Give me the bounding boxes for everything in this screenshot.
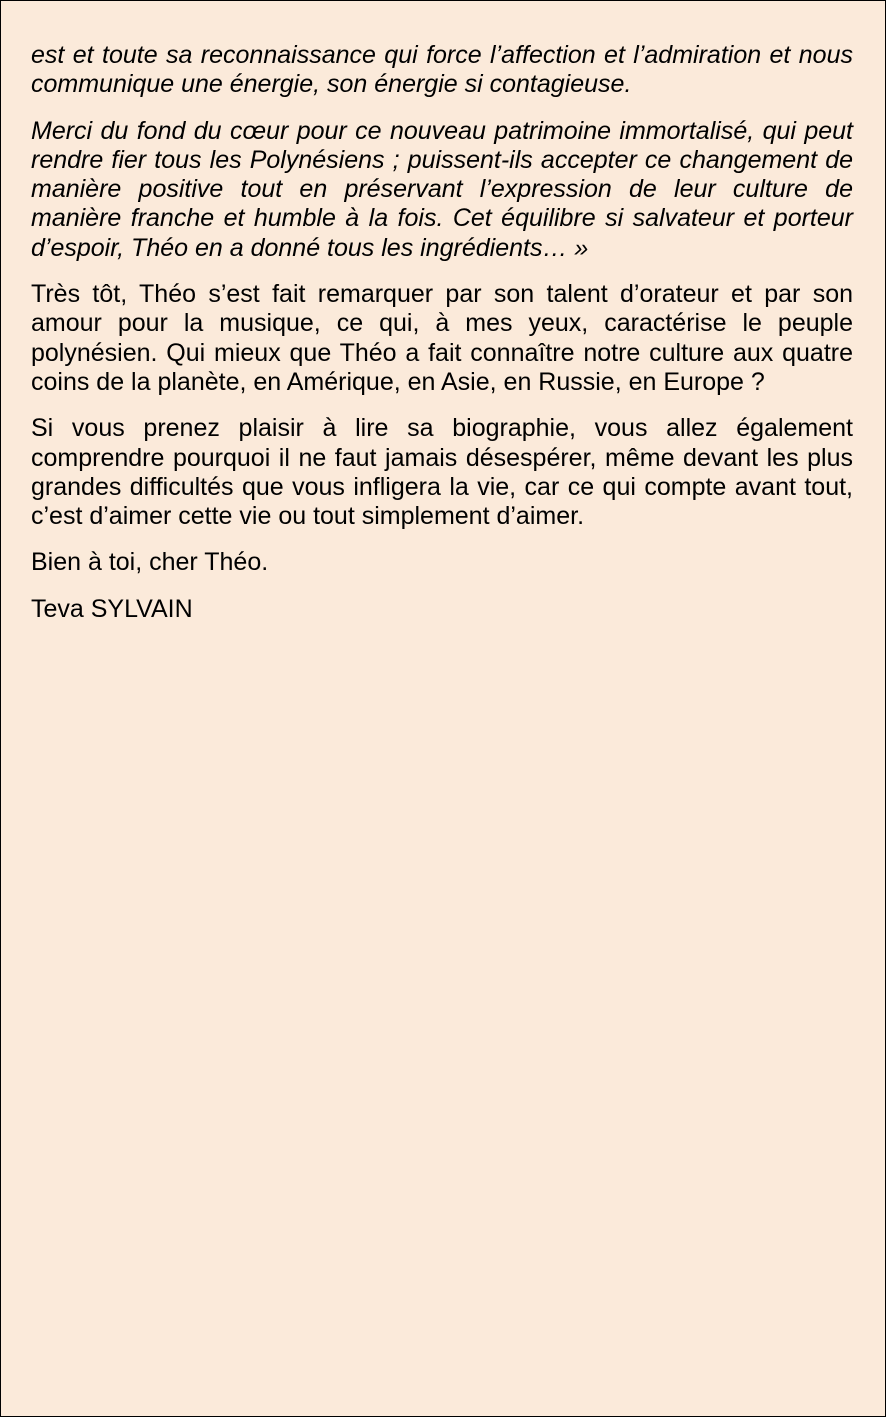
signature-name: Teva SYLVAIN bbox=[31, 594, 193, 623]
italic-quote-paragraph-2: Merci du fond du cœur pour ce nouveau patrimoine immortalisé, qui peut rendre fier tous les Polynésiens ; puissent-ils accepter ce changement de manière positive tout en préservant l’expression de leur culture de manière franche et humble à la fois. Cet équilibre si salvateur et porteur d’espoir, Théo en a donné tous les ingrédients… » bbox=[31, 116, 853, 262]
italic-quote-paragraph-1: est et toute sa reconnaissance qui force l’affection et l’admiration et nous communique une énergie, son énergie si contagieuse. bbox=[31, 41, 853, 99]
closing-line: Bien à toi, cher Théo. bbox=[31, 548, 269, 577]
body-paragraph-biography: Si vous prenez plaisir à lire sa biographie, vous allez également comprendre pourquoi il ne faut jamais désespérer, même devant les plus grandes difficultés que vous infligera la vie, car ce qui compte avant tout, c’est d’aimer cette vie ou tout simplement d’aimer. bbox=[31, 414, 853, 531]
body-paragraph-talent: Très tôt, Théo s’est fait remarquer par son talent d’orateur et par son amour pour la musique, ce qui, à mes yeux, caractérise le peuple polynésien. Qui mieux que Théo a fait connaître notre culture aux quatre coins de la planète, en Amérique, en Asie, en Russie, en Europe ? bbox=[31, 280, 853, 396]
